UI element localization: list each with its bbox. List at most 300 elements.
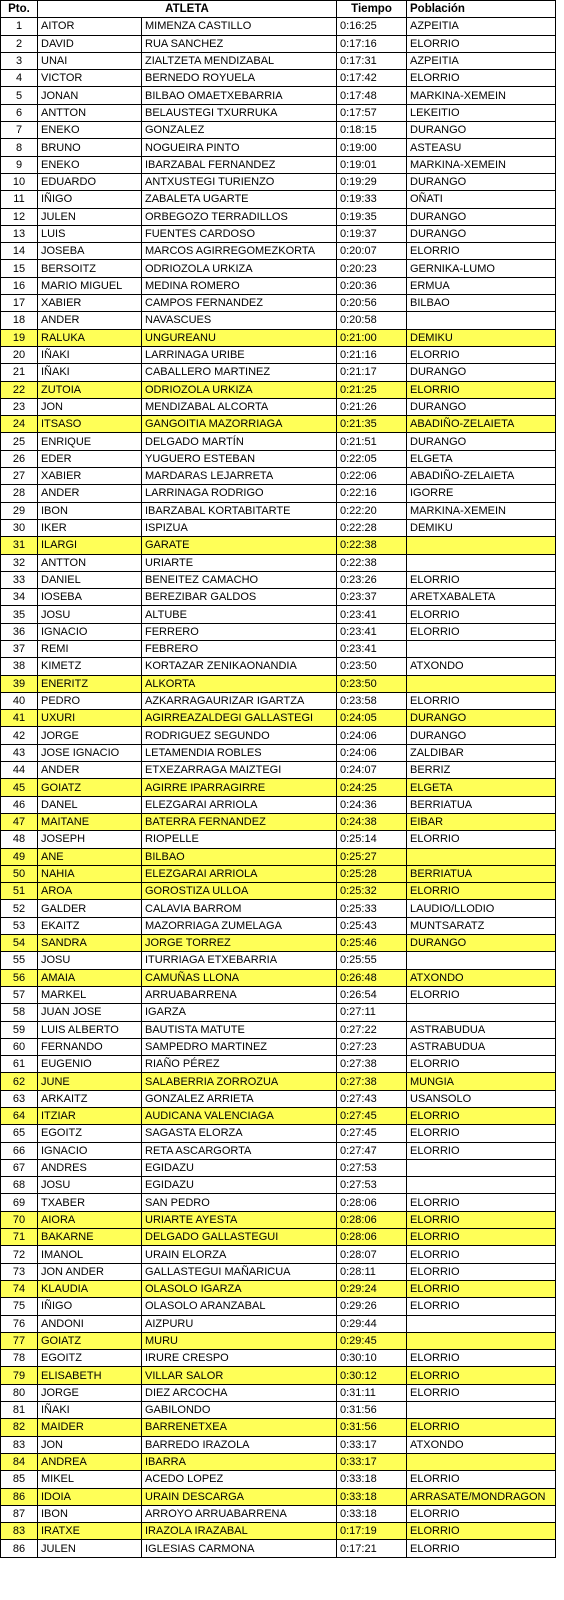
surname-cell: ARROYO ARRUABARRENA	[142, 1505, 337, 1522]
time-cell: 0:22:06	[337, 468, 407, 485]
surname-cell: FEBRERO	[142, 640, 337, 657]
first-name-cell: IÑIGO	[38, 191, 142, 208]
position-cell: 33	[1, 571, 38, 588]
table-row	[1, 104, 556, 121]
position-cell: 83	[1, 1523, 38, 1540]
table-row	[1, 18, 556, 35]
first-name-cell: JOSE IGNACIO	[38, 744, 142, 761]
first-name-cell: XABIER	[38, 295, 142, 312]
town-cell: ELORRIO	[407, 1540, 556, 1557]
surname-cell: MAZORRIAGA ZUMELAGA	[142, 917, 337, 934]
town-cell: ELORRIO	[407, 1194, 556, 1211]
table-row	[1, 208, 556, 225]
time-cell: 0:21:16	[337, 346, 407, 363]
surname-cell: ZABALETA UGARTE	[142, 191, 337, 208]
time-cell: 0:30:10	[337, 1350, 407, 1367]
time-cell: 0:24:07	[337, 762, 407, 779]
position-cell: 76	[1, 1315, 38, 1332]
table-row	[1, 1090, 556, 1107]
first-name-cell: JON	[38, 1436, 142, 1453]
position-cell: 5	[1, 87, 38, 104]
table-row	[1, 433, 556, 450]
town-cell	[407, 554, 556, 571]
time-cell: 0:17:21	[337, 1540, 407, 1557]
first-name-cell: ENEKO	[38, 156, 142, 173]
position-cell: 39	[1, 675, 38, 692]
first-name-cell: LUIS	[38, 225, 142, 242]
first-name-cell: BAKARNE	[38, 1229, 142, 1246]
first-name-cell: ENRIQUE	[38, 433, 142, 450]
position-cell: 9	[1, 156, 38, 173]
position-cell: 70	[1, 1211, 38, 1228]
town-cell	[407, 848, 556, 865]
first-name-cell: MARKEL	[38, 986, 142, 1003]
first-name-cell: JON ANDER	[38, 1263, 142, 1280]
first-name-cell: UNAI	[38, 52, 142, 69]
first-name-cell: EUGENIO	[38, 1056, 142, 1073]
position-cell: 1	[1, 18, 38, 35]
position-cell: 61	[1, 1056, 38, 1073]
table-row	[1, 519, 556, 536]
time-cell: 0:24:05	[337, 710, 407, 727]
table-row	[1, 346, 556, 363]
surname-cell: ODRIOZOLA URKIZA	[142, 260, 337, 277]
first-name-cell: ANTTON	[38, 104, 142, 121]
town-cell: ELORRIO	[407, 831, 556, 848]
surname-cell: IBARZABAL KORTABITARTE	[142, 502, 337, 519]
surname-cell: MEDINA ROMERO	[142, 277, 337, 294]
time-cell: 0:27:47	[337, 1142, 407, 1159]
town-cell: ELORRIO	[407, 243, 556, 260]
position-cell: 41	[1, 710, 38, 727]
surname-cell: MENDIZABAL ALCORTA	[142, 398, 337, 415]
table-row	[1, 277, 556, 294]
town-cell: ELORRIO	[407, 35, 556, 52]
table-row	[1, 139, 556, 156]
table-row	[1, 675, 556, 692]
first-name-cell: PEDRO	[38, 692, 142, 709]
town-cell: DURANGO	[407, 225, 556, 242]
position-cell: 26	[1, 450, 38, 467]
surname-cell: YUGUERO ESTEBAN	[142, 450, 337, 467]
town-cell: ELORRIO	[407, 1211, 556, 1228]
first-name-cell: BERSOITZ	[38, 260, 142, 277]
town-cell: ELORRIO	[407, 1142, 556, 1159]
surname-cell: MARDARAS LEJARRETA	[142, 468, 337, 485]
position-cell: 8	[1, 139, 38, 156]
surname-cell: OLASOLO ARANZABAL	[142, 1298, 337, 1315]
surname-cell: AGIRRE IPARRAGIRRE	[142, 779, 337, 796]
position-cell: 34	[1, 589, 38, 606]
surname-cell: ZIALTZETA MENDIZABAL	[142, 52, 337, 69]
town-cell: ELORRIO	[407, 70, 556, 87]
table-row	[1, 1350, 556, 1367]
first-name-cell: JOSEPH	[38, 831, 142, 848]
position-cell: 11	[1, 191, 38, 208]
town-cell	[407, 1159, 556, 1176]
town-cell: ATXONDO	[407, 658, 556, 675]
town-cell: DURANGO	[407, 122, 556, 139]
table-row	[1, 1402, 556, 1419]
time-cell: 0:19:35	[337, 208, 407, 225]
first-name-cell: LUIS ALBERTO	[38, 1021, 142, 1038]
first-name-cell: ANE	[38, 848, 142, 865]
time-cell: 0:26:48	[337, 969, 407, 986]
table-row	[1, 606, 556, 623]
town-cell: DURANGO	[407, 364, 556, 381]
time-cell: 0:25:32	[337, 883, 407, 900]
first-name-cell: REMI	[38, 640, 142, 657]
table-row	[1, 1419, 556, 1436]
town-cell: BERRIATUA	[407, 865, 556, 882]
table-row	[1, 1194, 556, 1211]
position-cell: 58	[1, 1004, 38, 1021]
header-position: Pto.	[1, 1, 38, 18]
town-cell: LAUDIO/LLODIO	[407, 900, 556, 917]
table-row	[1, 416, 556, 433]
surname-cell: URAIN ELORZA	[142, 1246, 337, 1263]
table-row	[1, 225, 556, 242]
table-row	[1, 1263, 556, 1280]
town-cell: DURANGO	[407, 935, 556, 952]
first-name-cell: ANDER	[38, 312, 142, 329]
position-cell: 18	[1, 312, 38, 329]
time-cell: 0:25:43	[337, 917, 407, 934]
time-cell: 0:25:27	[337, 848, 407, 865]
time-cell: 0:22:38	[337, 537, 407, 554]
town-cell	[407, 640, 556, 657]
town-cell	[407, 675, 556, 692]
table-row	[1, 796, 556, 813]
surname-cell: IBARZABAL FERNANDEZ	[142, 156, 337, 173]
position-cell: 82	[1, 1419, 38, 1436]
first-name-cell: GOIATZ	[38, 1332, 142, 1349]
town-cell: ATXONDO	[407, 969, 556, 986]
first-name-cell: TXABER	[38, 1194, 142, 1211]
position-cell: 16	[1, 277, 38, 294]
time-cell: 0:25:14	[337, 831, 407, 848]
position-cell: 47	[1, 813, 38, 830]
position-cell: 36	[1, 623, 38, 640]
table-row	[1, 502, 556, 519]
position-cell: 49	[1, 848, 38, 865]
table-row	[1, 1056, 556, 1073]
time-cell: 0:17:42	[337, 70, 407, 87]
town-cell: AZPEITIA	[407, 52, 556, 69]
town-cell: USANSOLO	[407, 1090, 556, 1107]
first-name-cell: EGOITZ	[38, 1350, 142, 1367]
position-cell: 43	[1, 744, 38, 761]
table-row	[1, 243, 556, 260]
position-cell: 50	[1, 865, 38, 882]
position-cell: 51	[1, 883, 38, 900]
table-row	[1, 1523, 556, 1540]
time-cell: 0:27:38	[337, 1056, 407, 1073]
position-cell: 84	[1, 1453, 38, 1470]
position-cell: 80	[1, 1384, 38, 1401]
town-cell: BERRIZ	[407, 762, 556, 779]
time-cell: 0:19:00	[337, 139, 407, 156]
time-cell: 0:31:11	[337, 1384, 407, 1401]
first-name-cell: ELISABETH	[38, 1367, 142, 1384]
time-cell: 0:24:38	[337, 813, 407, 830]
time-cell: 0:33:18	[337, 1488, 407, 1505]
first-name-cell: JULEN	[38, 1540, 142, 1557]
table-row	[1, 1298, 556, 1315]
town-cell: ELORRIO	[407, 1246, 556, 1263]
table-row	[1, 381, 556, 398]
first-name-cell: JORGE	[38, 727, 142, 744]
surname-cell: SAN PEDRO	[142, 1194, 337, 1211]
position-cell: 60	[1, 1038, 38, 1055]
surname-cell: KORTAZAR ZENIKAONANDIA	[142, 658, 337, 675]
position-cell: 45	[1, 779, 38, 796]
table-row	[1, 779, 556, 796]
table-row	[1, 191, 556, 208]
surname-cell: ORBEGOZO TERRADILLOS	[142, 208, 337, 225]
first-name-cell: VICTOR	[38, 70, 142, 87]
time-cell: 0:21:51	[337, 433, 407, 450]
position-cell: 31	[1, 537, 38, 554]
position-cell: 48	[1, 831, 38, 848]
first-name-cell: NAHIA	[38, 865, 142, 882]
first-name-cell: JOSU	[38, 606, 142, 623]
first-name-cell: IÑIGO	[38, 1298, 142, 1315]
position-cell: 24	[1, 416, 38, 433]
table-row	[1, 329, 556, 346]
first-name-cell: ITZIAR	[38, 1108, 142, 1125]
time-cell: 0:23:50	[337, 675, 407, 692]
position-cell: 44	[1, 762, 38, 779]
time-cell: 0:27:23	[337, 1038, 407, 1055]
town-cell: ELORRIO	[407, 1523, 556, 1540]
town-cell: ELORRIO	[407, 986, 556, 1003]
surname-cell: BENEITEZ CAMACHO	[142, 571, 337, 588]
first-name-cell: JONAN	[38, 87, 142, 104]
town-cell: BILBAO	[407, 295, 556, 312]
table-row	[1, 537, 556, 554]
surname-cell: ARRUABARRENA	[142, 986, 337, 1003]
table-row	[1, 1367, 556, 1384]
town-cell: MARKINA-XEMEIN	[407, 502, 556, 519]
surname-cell: BARREDO IRAZOLA	[142, 1436, 337, 1453]
table-row	[1, 35, 556, 52]
time-cell: 0:24:06	[337, 727, 407, 744]
table-row	[1, 364, 556, 381]
table-row	[1, 1471, 556, 1488]
town-cell: ARRASATE/MONDRAGON	[407, 1488, 556, 1505]
first-name-cell: RALUKA	[38, 329, 142, 346]
time-cell: 0:23:41	[337, 623, 407, 640]
position-cell: 30	[1, 519, 38, 536]
position-cell: 28	[1, 485, 38, 502]
position-cell: 12	[1, 208, 38, 225]
time-cell: 0:25:55	[337, 952, 407, 969]
town-cell: ELORRIO	[407, 1367, 556, 1384]
first-name-cell: IBON	[38, 1505, 142, 1522]
position-cell: 72	[1, 1246, 38, 1263]
first-name-cell: ANDRES	[38, 1159, 142, 1176]
table-row	[1, 1246, 556, 1263]
position-cell: 46	[1, 796, 38, 813]
position-cell: 29	[1, 502, 38, 519]
first-name-cell: JOSEBA	[38, 243, 142, 260]
table-row	[1, 1073, 556, 1090]
position-cell: 22	[1, 381, 38, 398]
surname-cell: ALKORTA	[142, 675, 337, 692]
town-cell: AZPEITIA	[407, 18, 556, 35]
position-cell: 59	[1, 1021, 38, 1038]
first-name-cell: AITOR	[38, 18, 142, 35]
surname-cell: FERRERO	[142, 623, 337, 640]
surname-cell: GABILONDO	[142, 1402, 337, 1419]
town-cell: MUNGIA	[407, 1073, 556, 1090]
surname-cell: IGARZA	[142, 1004, 337, 1021]
first-name-cell: IMANOL	[38, 1246, 142, 1263]
table-row	[1, 398, 556, 415]
surname-cell: ELEZGARAI ARRIOLA	[142, 796, 337, 813]
time-cell: 0:17:19	[337, 1523, 407, 1540]
first-name-cell: ANDREA	[38, 1453, 142, 1470]
surname-cell: BARRENETXEA	[142, 1419, 337, 1436]
time-cell: 0:29:45	[337, 1332, 407, 1349]
position-cell: 35	[1, 606, 38, 623]
town-cell: MARKINA-XEMEIN	[407, 156, 556, 173]
first-name-cell: AIORA	[38, 1211, 142, 1228]
town-cell: ELORRIO	[407, 1419, 556, 1436]
header-row	[1, 1, 556, 18]
surname-cell: JORGE TORREZ	[142, 935, 337, 952]
first-name-cell: IÑAKI	[38, 346, 142, 363]
time-cell: 0:21:25	[337, 381, 407, 398]
town-cell: DURANGO	[407, 208, 556, 225]
time-cell: 0:20:58	[337, 312, 407, 329]
first-name-cell: JULEN	[38, 208, 142, 225]
first-name-cell: KLAUDIA	[38, 1280, 142, 1297]
time-cell: 0:28:11	[337, 1263, 407, 1280]
time-cell: 0:31:56	[337, 1419, 407, 1436]
position-cell: 21	[1, 364, 38, 381]
surname-cell: SALABERRIA ZORROZUA	[142, 1073, 337, 1090]
table-row	[1, 640, 556, 657]
town-cell: ASTEASU	[407, 139, 556, 156]
town-cell: DEMIKU	[407, 329, 556, 346]
position-cell: 87	[1, 1505, 38, 1522]
first-name-cell: ARKAITZ	[38, 1090, 142, 1107]
town-cell: ELORRIO	[407, 1350, 556, 1367]
town-cell: LEKEITIO	[407, 104, 556, 121]
position-cell: 23	[1, 398, 38, 415]
position-cell: 63	[1, 1090, 38, 1107]
table-row	[1, 917, 556, 934]
surname-cell: BEREZIBAR GALDOS	[142, 589, 337, 606]
surname-cell: GONZALEZ	[142, 122, 337, 139]
time-cell: 0:19:33	[337, 191, 407, 208]
first-name-cell: EKAITZ	[38, 917, 142, 934]
town-cell: ZALDIBAR	[407, 744, 556, 761]
table-row	[1, 1021, 556, 1038]
time-cell: 0:17:57	[337, 104, 407, 121]
position-cell: 69	[1, 1194, 38, 1211]
time-cell: 0:24:06	[337, 744, 407, 761]
position-cell: 79	[1, 1367, 38, 1384]
first-name-cell: ANTTON	[38, 554, 142, 571]
time-cell: 0:29:44	[337, 1315, 407, 1332]
table-row	[1, 1384, 556, 1401]
surname-cell: ANTXUSTEGI TURIENZO	[142, 173, 337, 190]
table-row	[1, 589, 556, 606]
surname-cell: BERNEDO ROYUELA	[142, 70, 337, 87]
time-cell: 0:33:17	[337, 1436, 407, 1453]
first-name-cell: ANDER	[38, 485, 142, 502]
first-name-cell: EDER	[38, 450, 142, 467]
position-cell: 4	[1, 70, 38, 87]
position-cell: 38	[1, 658, 38, 675]
position-cell: 13	[1, 225, 38, 242]
position-cell: 52	[1, 900, 38, 917]
time-cell: 0:21:26	[337, 398, 407, 415]
surname-cell: URAIN DESCARGA	[142, 1488, 337, 1505]
surname-cell: LETAMENDIA ROBLES	[142, 744, 337, 761]
table-row	[1, 1038, 556, 1055]
position-cell: 57	[1, 986, 38, 1003]
table-row	[1, 762, 556, 779]
time-cell: 0:23:58	[337, 692, 407, 709]
time-cell: 0:20:23	[337, 260, 407, 277]
town-cell: ELORRIO	[407, 1229, 556, 1246]
town-cell: ELORRIO	[407, 1108, 556, 1125]
position-cell: 86	[1, 1540, 38, 1557]
town-cell: DURANGO	[407, 398, 556, 415]
town-cell: ELORRIO	[407, 1125, 556, 1142]
first-name-cell: ANDER	[38, 762, 142, 779]
first-name-cell: MIKEL	[38, 1471, 142, 1488]
surname-cell: AUDICANA VALENCIAGA	[142, 1108, 337, 1125]
position-cell: 32	[1, 554, 38, 571]
town-cell: EIBAR	[407, 813, 556, 830]
table-row	[1, 1540, 556, 1557]
position-cell: 67	[1, 1159, 38, 1176]
town-cell: MARKINA-XEMEIN	[407, 87, 556, 104]
surname-cell: DELGADO MARTÍN	[142, 433, 337, 450]
position-cell: 2	[1, 35, 38, 52]
time-cell: 0:25:28	[337, 865, 407, 882]
surname-cell: AIZPURU	[142, 1315, 337, 1332]
town-cell: DURANGO	[407, 173, 556, 190]
surname-cell: UNGUREANU	[142, 329, 337, 346]
position-cell: 40	[1, 692, 38, 709]
surname-cell: IRURE CRESPO	[142, 1350, 337, 1367]
time-cell: 0:27:11	[337, 1004, 407, 1021]
surname-cell: RIAÑO PÉREZ	[142, 1056, 337, 1073]
header-athlete: ATLETA	[38, 1, 337, 18]
surname-cell: GANGOITIA MAZORRIAGA	[142, 416, 337, 433]
surname-cell: BILBAO OMAETXEBARRIA	[142, 87, 337, 104]
time-cell: 0:22:38	[337, 554, 407, 571]
time-cell: 0:25:33	[337, 900, 407, 917]
position-cell: 86	[1, 1488, 38, 1505]
town-cell: DURANGO	[407, 727, 556, 744]
town-cell: MUNTSARATZ	[407, 917, 556, 934]
surname-cell: GARATE	[142, 537, 337, 554]
position-cell: 15	[1, 260, 38, 277]
town-cell: ELORRIO	[407, 571, 556, 588]
position-cell: 37	[1, 640, 38, 657]
table-row	[1, 87, 556, 104]
surname-cell: ALTUBE	[142, 606, 337, 623]
table-row	[1, 468, 556, 485]
header-town: Población	[407, 1, 556, 18]
